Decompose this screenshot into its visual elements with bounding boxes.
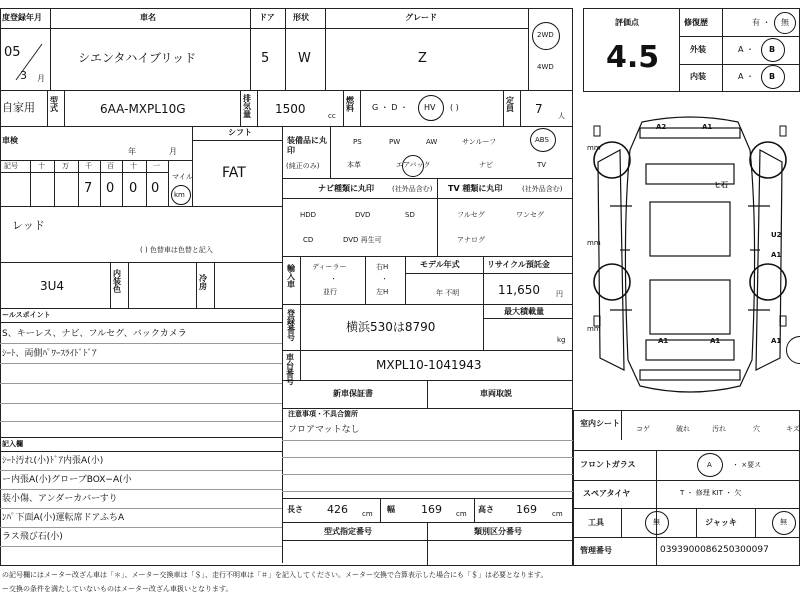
- exterior-value: A ・: [738, 45, 755, 54]
- windshield-grade: A: [707, 461, 712, 469]
- score: 4.5: [606, 40, 660, 75]
- remark-0: ｼｰﾄ汚れ(小)ﾄﾞｱ内張A(小): [2, 456, 104, 466]
- navi-label: ナビ種類に丸印: [318, 184, 374, 193]
- color: レッド: [12, 219, 45, 232]
- mark-a1-top: A1: [702, 123, 713, 131]
- seat-kizu: キズ: [786, 425, 800, 433]
- mileage-unit-2: 千: [85, 162, 92, 170]
- condition-table: [573, 410, 800, 566]
- mark-a1-right: A1: [771, 251, 782, 259]
- import-dealer: ディーラー: [312, 263, 347, 271]
- navi-hdd: HDD: [300, 211, 317, 219]
- shaken-month: 月: [169, 147, 177, 156]
- handle-left: 左H: [376, 288, 389, 296]
- tools-value: 無: [653, 518, 660, 526]
- jack-value: 無: [780, 518, 787, 526]
- seat-yabure: 破れ: [676, 425, 690, 433]
- length: 426: [327, 503, 348, 516]
- navi-cd: CD: [303, 236, 314, 244]
- mileage-digit-5: 0: [151, 181, 160, 196]
- spare-label: スペアタイヤ: [583, 489, 631, 498]
- shift: FAT: [222, 165, 246, 181]
- notes: フロアマットなし: [288, 425, 360, 435]
- width-unit: cm: [456, 510, 467, 518]
- reg-no-label: 登録番号: [287, 309, 295, 342]
- recycle-value: 11,650: [498, 283, 540, 297]
- mileage-digit-2: 7: [84, 181, 93, 196]
- mileage-grid: [0, 160, 192, 206]
- score-label: 評価点: [615, 18, 639, 27]
- type-no-label: 型式指定番号: [324, 527, 372, 536]
- equip-aw: AW: [426, 138, 438, 146]
- shaken-year: 年: [128, 147, 136, 156]
- doors: 5: [261, 51, 270, 66]
- equip-tv: TV: [537, 161, 547, 169]
- footer-note-2: ー交換の条件を満たしていないものはメーター改ざん車扱いとなります。: [2, 585, 233, 593]
- fuel-hv: HV: [424, 103, 436, 112]
- model-year-label: モデル年式: [420, 260, 460, 269]
- mm-3: mm: [587, 325, 601, 333]
- capacity-unit: 人: [558, 112, 565, 120]
- displacement: 1500: [275, 102, 306, 116]
- navi-sd: SD: [405, 211, 415, 219]
- model-year-value: 年 不明: [436, 289, 460, 297]
- equip-label: 装備品に丸印: [287, 136, 327, 155]
- car-diagram: [580, 110, 800, 402]
- equip-abs: ABS: [535, 136, 549, 144]
- shaken-label: 車検: [2, 136, 18, 145]
- month-unit: 月: [37, 74, 45, 83]
- exterior-label: 外装: [690, 45, 706, 54]
- mm-2: mm: [587, 239, 601, 247]
- grade-label: グレード: [405, 13, 437, 22]
- footer-note-1: の記号欄にはメーター改ざん車は「＊」、メーター交換車は「＄」、走行不明車は「＃」を記入してください。メーター交換で合算表示した場合にも「＄」は必要となります。: [2, 571, 548, 579]
- frame-label: 車台番号: [286, 353, 294, 386]
- model: 6AA-MXPL10G: [100, 102, 186, 116]
- mileage-digit-4: 0: [129, 181, 138, 196]
- import-dot-2: ・: [381, 275, 388, 283]
- remark-2: 装小傷、アンダーカバーすり: [2, 494, 118, 504]
- seat-yogore: 汚れ: [712, 425, 726, 433]
- shape: W: [298, 51, 311, 66]
- recycle-unit: 円: [556, 290, 563, 298]
- interior-seat-label: 室内シート: [580, 419, 620, 428]
- displacement-label: 排気量: [243, 94, 251, 119]
- remark-1: ー内張A(小)グローブBOX−A(小: [2, 475, 132, 485]
- ac-label: 冷房: [199, 274, 207, 291]
- repair-value: 有 ・: [752, 18, 771, 27]
- windshield-label: フロントガラス: [580, 460, 636, 469]
- manual-label: 車両取説: [480, 389, 512, 398]
- sales-point-1: ｼｰﾄ、両側ﾊﾟﾜｰｽﾗｲﾄﾞﾄﾞｱ: [2, 349, 97, 359]
- fuel-paren: ( ): [450, 103, 459, 112]
- mileage-unit-3: 百: [107, 162, 114, 170]
- remarks-label: 記入欄: [2, 440, 23, 448]
- shift-label: シフト: [228, 128, 252, 137]
- width: 169: [421, 503, 442, 516]
- sales-point-0: S、キーレス、ナビ、フルセグ、バックカメラ: [2, 329, 187, 339]
- mileage-unit-4: 十: [130, 162, 137, 170]
- length-unit: cm: [362, 510, 373, 518]
- reg-no: 横浜530は8790: [346, 320, 436, 334]
- drive-4wd: 4WD: [537, 63, 554, 71]
- height: 169: [516, 503, 537, 516]
- windshield-rest: ・ ×要ス: [732, 461, 762, 469]
- equip-airbag: エアバック: [396, 161, 431, 169]
- reg-month: 3: [20, 69, 27, 82]
- mark-a1-bl: A1: [658, 337, 669, 345]
- km: km: [174, 191, 185, 199]
- max-load-label: 最大積載量: [504, 307, 544, 316]
- tv-fullseg: フルセグ: [457, 211, 485, 219]
- max-load-unit: kg: [557, 336, 566, 344]
- exterior-grade: B: [769, 45, 776, 54]
- equip-ps: PS: [353, 138, 362, 146]
- mark-chip: ヒ石: [714, 181, 728, 189]
- capacity-label: 定員: [506, 96, 514, 113]
- notes-label: 注意事項・不具合箇所: [288, 410, 358, 418]
- mileage-unit-1: 万: [62, 162, 69, 170]
- seat-koge: コゲ: [636, 425, 650, 433]
- tv-analog: アナログ: [457, 236, 485, 244]
- jack-label: ジャッキ: [705, 518, 737, 527]
- fuel-label: 燃料: [346, 96, 354, 113]
- mileage-digit-3: 0: [106, 181, 115, 196]
- mark-a2: A2: [656, 123, 667, 131]
- mileage-label: 記号: [4, 162, 18, 170]
- tv-oneseg: ワンセグ: [516, 211, 544, 219]
- sales-label: ールスポイント: [2, 311, 51, 319]
- equip-sub: (純正のみ): [286, 162, 320, 170]
- capacity: 7: [535, 102, 543, 116]
- mark-u2: U2: [771, 231, 782, 239]
- color-code: 3U4: [40, 279, 65, 293]
- mileage-unit-5: 一: [153, 162, 160, 170]
- mgmt-label: 管理番号: [580, 546, 612, 555]
- import-label: 輸入車: [287, 264, 295, 289]
- car-name-label: 車名: [140, 13, 156, 22]
- equip-pw: PW: [389, 138, 401, 146]
- class-no-label: 類別区分番号: [474, 527, 522, 536]
- seat-ana: 穴: [753, 425, 760, 433]
- usage: 自家用: [2, 101, 35, 114]
- reg-year-label: 度登録年月: [2, 13, 42, 22]
- navi-dvd: DVD: [355, 211, 371, 219]
- drive-2wd: 2WD: [537, 31, 554, 39]
- mileage-unit-label: マイル: [172, 173, 193, 181]
- import-dot-1: ・: [330, 275, 337, 283]
- mark-a1-mr: A1: [771, 337, 782, 345]
- navi-sub: (社外品含む): [392, 185, 433, 193]
- frame-no: MXPL10-1041943: [376, 358, 482, 372]
- width-label: 幅: [387, 505, 395, 514]
- recycle-label: リサイクル預託金: [487, 260, 550, 269]
- color-note: ( ) 色替車は色替と記入: [140, 246, 213, 254]
- reg-diagonal: [8, 40, 48, 84]
- equip-sunroof: サンルーフ: [462, 138, 497, 146]
- navi-dvd-play: DVD 再生可: [343, 236, 382, 244]
- tv-sub: (社外品含む): [522, 185, 563, 193]
- displacement-unit: cc: [328, 112, 336, 120]
- handle-right: 右H: [376, 263, 389, 271]
- shape-label: 形状: [293, 13, 309, 22]
- doors-label: ドア: [259, 13, 275, 22]
- warranty-label: 新車保証書: [333, 389, 373, 398]
- mgmt-no: 0393900086250300097: [660, 545, 769, 555]
- height-unit: cm: [552, 510, 563, 518]
- mileage-unit-0: 十: [38, 162, 45, 170]
- interior-label: 内装: [690, 72, 706, 81]
- tools-label: 工具: [588, 518, 604, 527]
- repair-label: 修復歴: [684, 18, 708, 27]
- interior-value: A ・: [738, 72, 755, 81]
- interior-grade: B: [769, 72, 776, 81]
- mm-1: mm: [587, 144, 601, 152]
- model-label: 型式: [50, 96, 58, 113]
- import-parallel: 並行: [323, 288, 337, 296]
- length-label: 長さ: [287, 505, 303, 514]
- car-name: シエンタハイブリッド: [78, 51, 197, 65]
- equip-navi: ナビ: [479, 161, 493, 169]
- mark-a1-br: A1: [710, 337, 721, 345]
- remark-4: ラス飛び石(小): [2, 532, 63, 542]
- fuel-options: G ・ D ・: [372, 103, 408, 112]
- grade: Z: [418, 51, 427, 66]
- interior-color-label: 内装色: [113, 269, 121, 294]
- reg-year: 05: [4, 45, 21, 60]
- height-label: 高さ: [478, 505, 494, 514]
- remark-3: ﾝﾊﾟ下面A(小)運転席ドアふちA: [2, 513, 125, 523]
- equip-leather: 本革: [347, 161, 361, 169]
- tv-label: TV 種類に丸印: [448, 184, 503, 193]
- spare-items: T ・ 修理 KIT ・ 欠: [680, 489, 742, 497]
- repair-circle-text: 無: [781, 18, 789, 27]
